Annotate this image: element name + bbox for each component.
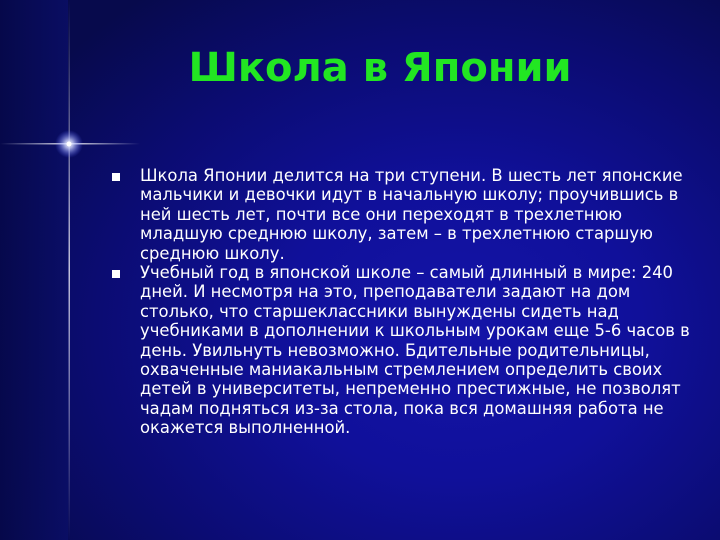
list-item — [108, 166, 692, 263]
square-bullet-icon — [112, 270, 120, 278]
bullet-text: Учебный год в японской школе – самый длинный в мире: 240 дней. И несмотря на это, преподаватели задают на дом столько, что старшеклассники вынуждены сидеть над учебниками в дополнении к школьным урокам еще 5-6 часов в день. Увильнуть невозможно. Бдительные родительницы, охваченные маниакальным стремлением определить своих детей в университеты, непременно престижные, не позволят чадам подняться из-за стола, пока вся домашняя работа не окажется выполненной. — [140, 263, 690, 438]
square-bullet-icon — [112, 173, 120, 181]
list-item — [108, 263, 692, 438]
slide-title: Школа в Японии — [188, 45, 572, 91]
bullet-list — [108, 166, 692, 438]
bullet-text: Школа Японии делится на три ступени. В шесть лет японские мальчики и девочки идут в начальную школу; проучившись в ней шесть лет, почти все они переходят в трехлетнюю младшую среднюю школу, затем – в трехлетнюю старшую среднюю школу. — [140, 166, 683, 263]
